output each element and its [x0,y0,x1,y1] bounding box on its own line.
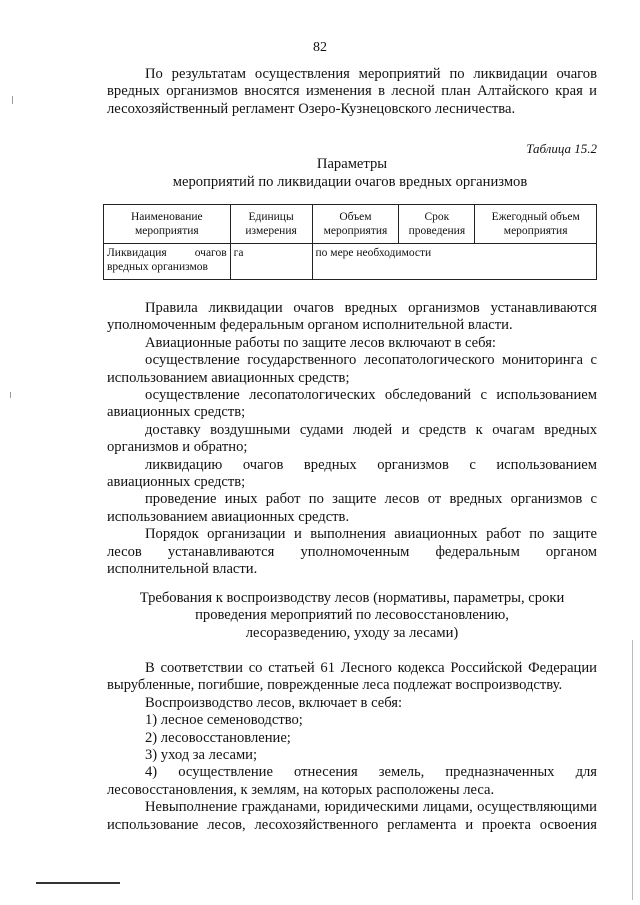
paragraph: осуществление государственного лесопатологического мониторинга с использованием авиационных средств; [107,352,597,386]
header-cell: Срок проведения [399,205,475,244]
paragraph: проведение иных работ по защите лесов от вредных организмов с использованием авиационных средств. [107,491,597,525]
paragraph: осуществление лесопатологических обследований с использованием авиационных средств; [107,387,597,421]
section-heading-line: лесоразведению, уходу за лесами) [245,624,459,641]
table-title-line2: мероприятий по ликвидации очагов вредных организмов [172,174,528,190]
paragraph: Воспроизводство лесов, включает в себя: [145,694,403,711]
paragraph: Невыполнение гражданами, юридическими лицами, осуществляющими использование лесов, лесохозяйственного регламента и проекта освоения [107,799,597,833]
list-item: 1) лесное семеноводство; [145,712,303,729]
intro-section [107,66,597,118]
row-unit-cell: га [230,244,312,280]
paragraph: Порядок организации и выполнения авиационных работ по защите лесов устанавливаются уполномоченным федеральным органом исполнительной власти. [107,526,597,578]
list-item: 3) уход за лесами; [145,747,258,764]
header-cell: Ежегодный объем мероприятия [475,205,597,244]
header-cell: Наименование мероприятия [104,205,231,244]
paragraph: ликвидацию очагов вредных организмов с использованием авиационных средств; [107,456,597,491]
protection-section [107,300,597,579]
table-row [104,244,597,280]
row-term-cell: по мере необходимости [312,244,596,280]
paragraph: доставку воздушными судами людей и средств к очагам вредных организмов и обратно; [107,421,597,456]
scan-mark [10,392,11,398]
scan-edge-line [632,640,633,900]
header-cell: Объем мероприятия [312,205,399,244]
paragraph: Правила ликвидации очагов вредных организмов устанавливаются уполномоченным федеральным органом исполнительной власти. [107,300,597,334]
page-number: 82 [313,40,327,55]
reproduction-section [107,660,597,834]
table-header-row [104,205,597,244]
section-heading [100,590,604,642]
parameters-table [103,204,597,280]
footer-rule [36,882,120,884]
list-item: 2) лесовосстановление; [145,729,291,746]
table-label: Таблица 15.2 [526,141,597,156]
intro-paragraph: По результатам осуществления мероприятий по ликвидации очагов вредных организмов вносятся изменения в лесной план Алтайского края и лесохозяйственный регламент Озеро-Кузнецовского лесничества. [107,66,597,117]
row-name-cell: Ликвидация очагов вредных организмов [104,244,231,280]
section-heading-line: проведения мероприятий по лесовосстановлению, [195,607,509,624]
paragraph: Авиационные работы по защите лесов включают в себя: [145,334,496,351]
paragraph: В соответствии со статьей 61 Лесного кодекса Российской Федерации вырубленные, погибшие, поврежденные леса подлежат воспроизводству. [107,660,597,694]
table-title-line1: Параметры [316,156,388,172]
section-heading-line: Требования к воспроизводству лесов (нормативы, параметры, сроки [139,590,565,606]
header-cell: Единицы измерения [230,205,312,244]
list-item: 4) осуществление отнесения земель, предназначенных для лесовосстановления, к землям, на которых расположены леса. [107,764,597,798]
scan-mark [12,96,13,104]
